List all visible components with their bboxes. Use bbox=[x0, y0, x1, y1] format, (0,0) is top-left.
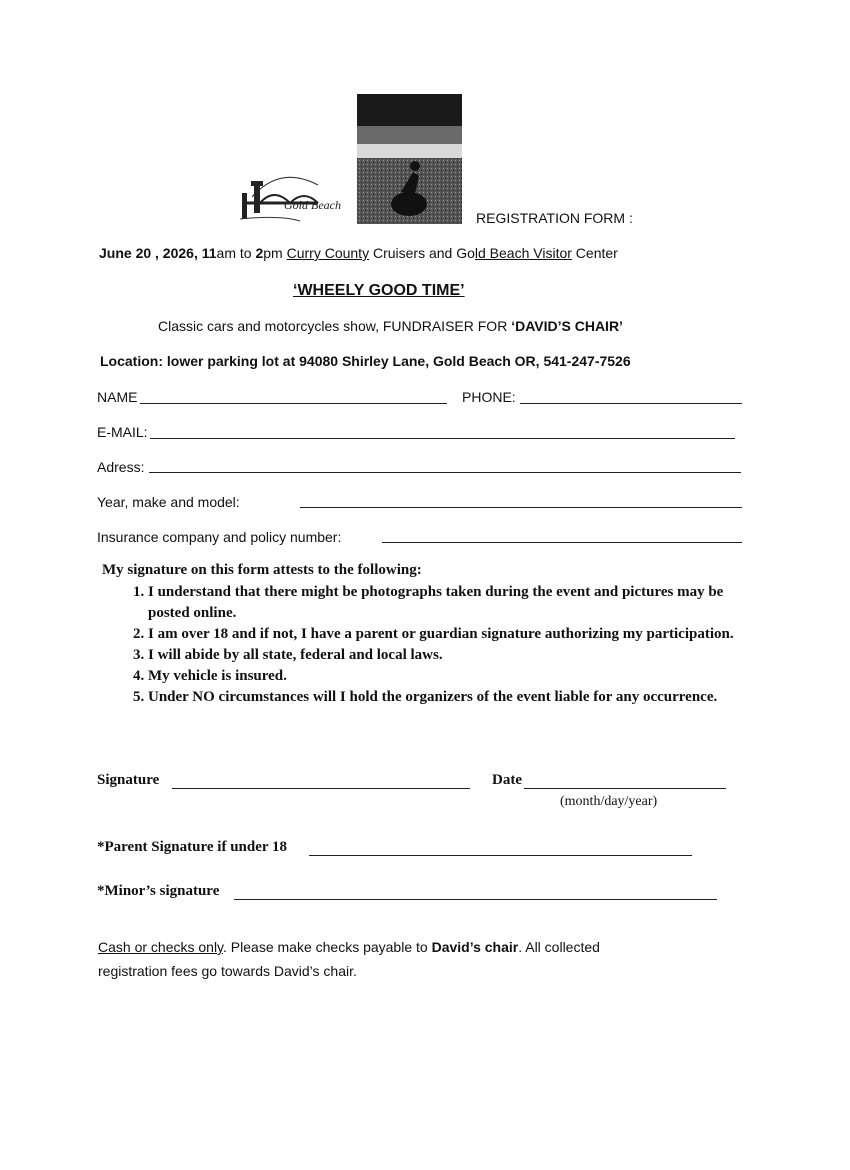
attest-list bbox=[110, 582, 748, 708]
date-field[interactable] bbox=[524, 788, 726, 789]
email-label: E-MAIL: bbox=[97, 424, 148, 440]
list-item: 3. I will abide by all state, federal and local laws. bbox=[148, 645, 748, 666]
date-format-hint: (month/day/year) bbox=[560, 794, 658, 809]
list-item: 2. I am over 18 and if not, I have a parent or guardian signature authorizing my participation. bbox=[148, 624, 748, 645]
signature-label: Signature bbox=[97, 772, 160, 788]
event-location: Location: lower parking lot at 94080 Shirley Lane, Gold Beach OR, 541-247-7526 bbox=[100, 353, 631, 369]
email-field[interactable] bbox=[150, 438, 735, 439]
vehicle-field[interactable] bbox=[300, 507, 742, 508]
signature-field[interactable] bbox=[172, 788, 470, 789]
address-label: Adress: bbox=[97, 459, 145, 475]
name-label: NAME bbox=[97, 389, 138, 405]
list-item: 1. I understand that there might be photographs taken during the event and pictures may be posted online. bbox=[148, 582, 748, 624]
form-title: REGISTRATION FORM : bbox=[476, 210, 633, 226]
payment-note: Cash or checks only. Please make checks payable to David’s chair. All collected bbox=[98, 939, 600, 955]
parent-signature-field[interactable] bbox=[309, 855, 692, 856]
list-item: 4. My vehicle is insured. bbox=[148, 666, 748, 687]
vehicle-label: Year, make and model: bbox=[97, 494, 240, 510]
insurance-label: Insurance company and policy number: bbox=[97, 529, 342, 545]
event-date-line: June 20 , 2026, 11am to 2pm Curry County Cruisers and Gold Beach Visitor Center bbox=[99, 245, 618, 261]
minor-signature-field[interactable] bbox=[234, 899, 717, 900]
phone-label: PHONE: bbox=[462, 389, 516, 405]
insurance-field[interactable] bbox=[382, 542, 742, 543]
date-label: Date bbox=[492, 772, 522, 788]
event-title: ‘WHEELY GOOD TIME’ bbox=[293, 282, 465, 299]
gold-beach-logo bbox=[240, 163, 358, 225]
motorcycle-photo bbox=[357, 94, 462, 224]
svg-text:Gold Beach: Gold Beach bbox=[284, 198, 341, 212]
list-item: 5. Under NO circumstances will I hold the organizers of the event liable for any occurrence. bbox=[148, 687, 748, 708]
name-field[interactable] bbox=[140, 403, 447, 404]
address-field[interactable] bbox=[149, 472, 741, 473]
fees-note: registration fees go towards David’s chair. bbox=[98, 963, 357, 979]
attest-heading: My signature on this form attests to the following: bbox=[102, 562, 422, 578]
phone-field[interactable] bbox=[520, 403, 742, 404]
parent-signature-label: *Parent Signature if under 18 bbox=[97, 839, 288, 855]
event-subtitle: Classic cars and motorcycles show, FUNDRAISER FOR ‘DAVID’S CHAIR’ bbox=[158, 318, 623, 334]
minor-signature-label: *Minor’s signature bbox=[97, 883, 220, 899]
